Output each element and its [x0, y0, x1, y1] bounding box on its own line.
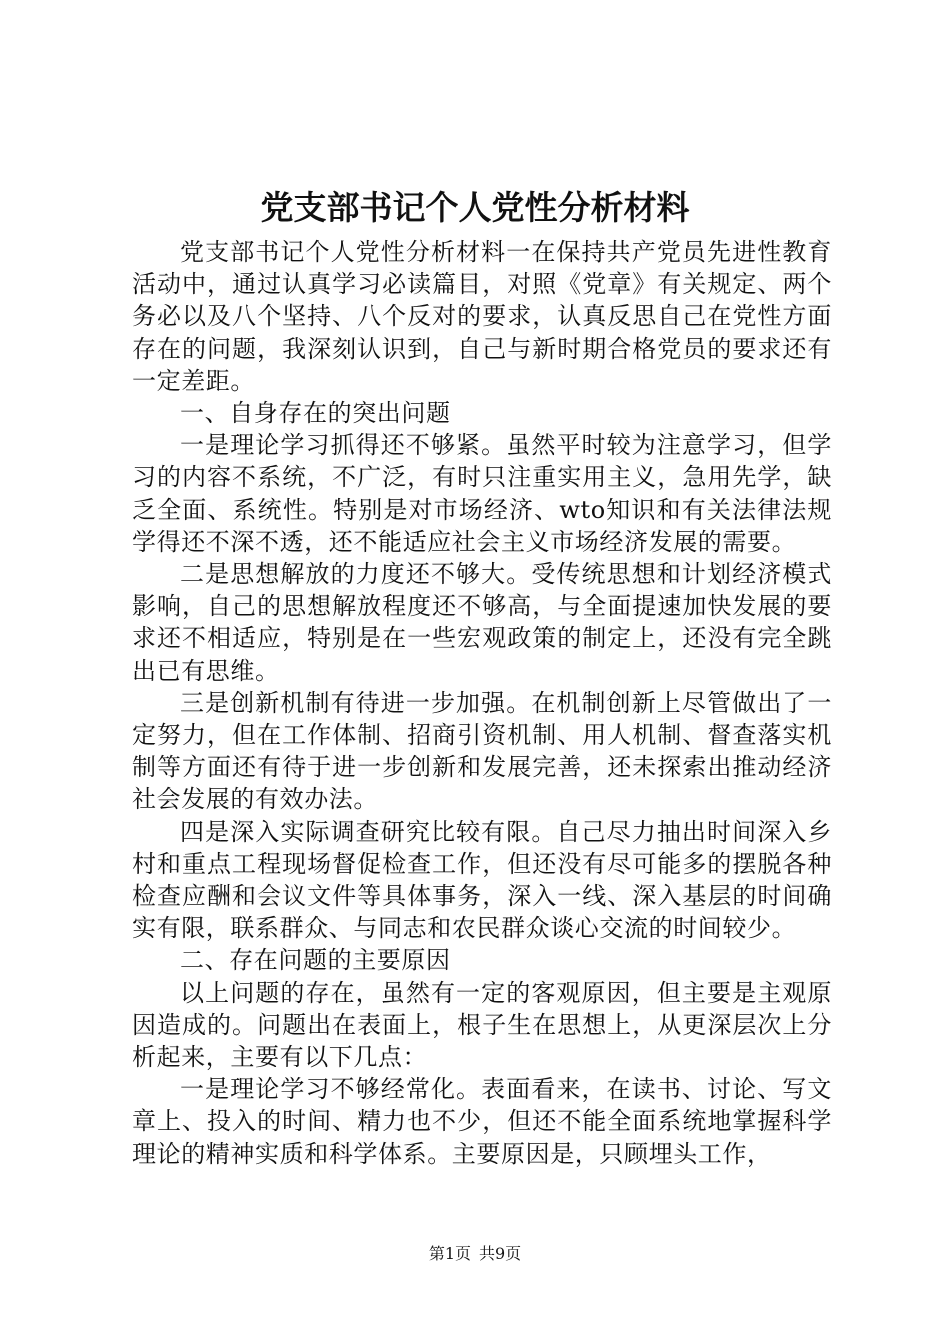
- paragraph-causes-intro: 以上问题的存在，虽然有一定的客观原因，但主要是主观原因造成的。问题出在表面上，根子生在思想上，从更深层次上分析起来，主要有以下几点：: [132, 978, 832, 1072]
- section-heading-problems: 一、自身存在的突出问题: [180, 399, 451, 428]
- paragraph-problem-1: 一是理论学习抓得还不够紧。虽然平时较为注意学习，但学习的内容不系统，不广泛，有时只注重实用主义，急用先学，缺乏全面、系统性。特别是对市场经济、wto知识和有关法律法规学得还不深不透，还不能适应社会主义市场经济发展的需要。: [132, 431, 832, 556]
- section-heading-causes: 二、存在问题的主要原因: [180, 946, 451, 975]
- paragraph-problem-4: 四是深入实际调查研究比较有限。自己尽力抽出时间深入乡村和重点工程现场督促检查工作，但还没有尽可能多的摆脱各种检查应酬和会议文件等具体事务，深入一线、深入基层的时间确实有限，联系群众、与同志和农民群众谈心交流的时间较少。: [132, 817, 832, 943]
- page-total: 共9页: [479, 1244, 522, 1263]
- paragraph-problem-2: 二是思想解放的力度还不够大。受传统思想和计划经济模式影响，自己的思想解放程度还不够高，与全面提速加快发展的要求还不相适应，特别是在一些宏观政策的制定上，还没有完全跳出已有思维。: [132, 560, 832, 685]
- page-footer: [0, 1243, 950, 1265]
- document-body: [132, 236, 832, 1170]
- page-number: 第1页: [428, 1244, 471, 1263]
- paragraph-cause-1: 一是理论学习不够经常化。表面看来，在读书、讨论、写文章上、投入的时间、精力也不少，但还不能全面系统地掌握科学理论的精神实质和科学体系。主要原因是，只顾埋头工作，: [132, 1075, 832, 1168]
- document-title: 党支部书记个人党性分析材料: [260, 188, 690, 227]
- paragraph-problem-3: 三是创新机制有待进一步加强。在机制创新上尽管做出了一定努力，但在工作体制、招商引资机制、用人机制、督查落实机制等方面还有待于进一步创新和发展完善，还未探索出推动经济社会发展的有效办法。: [132, 688, 832, 814]
- paragraph-intro: 党支部书记个人党性分析材料一在保持共产党员先进性教育活动中，通过认真学习必读篇目，对照《党章》有关规定、两个务必以及八个坚持、八个反对的要求，认真反思自己在党性方面存在的问题，我深刻认识到，自己与新时期合格党员的要求还有一定差距。: [132, 238, 832, 395]
